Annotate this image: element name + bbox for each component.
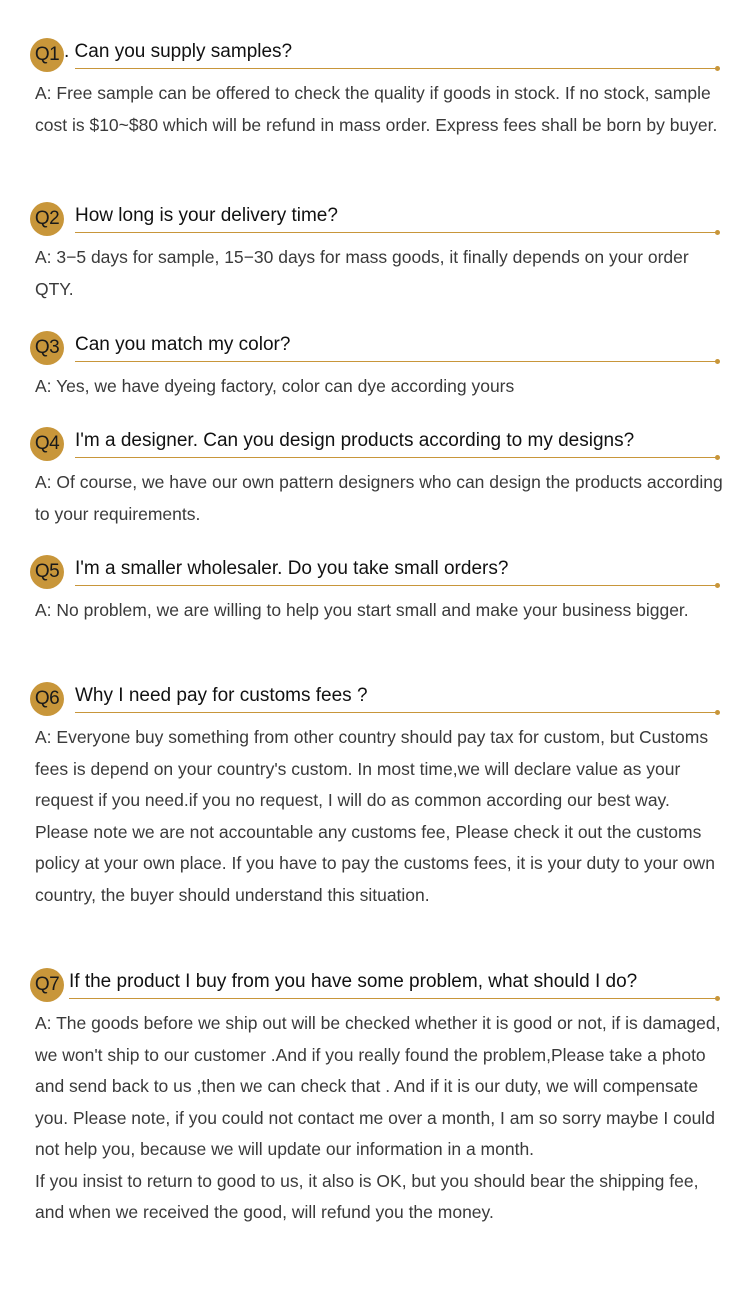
underline-dot	[715, 583, 720, 588]
question-underline	[75, 585, 718, 586]
answer	[35, 722, 725, 911]
answer-paragraph: If you insist to return to good to us, it also is OK, but you should bear the shipping fee, and when we received the good, will refund you the money.	[35, 1170, 699, 1222]
answer-paragraph: A: No problem, we are willing to help you start small and make your business bigger.	[35, 600, 689, 620]
question-underline	[75, 361, 718, 362]
question-text: How long is your delivery time?	[75, 205, 338, 226]
question-badge: Q3	[30, 331, 64, 365]
answer	[35, 371, 725, 403]
question-row	[0, 38, 750, 74]
underline-dot	[715, 455, 720, 460]
question-underline	[75, 457, 718, 458]
answer	[35, 467, 725, 530]
underline-dot	[715, 230, 720, 235]
question-badge: Q5	[30, 555, 64, 589]
underline-dot	[715, 359, 720, 364]
question-badge: Q6	[30, 682, 64, 716]
question-badge: Q4	[30, 427, 64, 461]
answer-paragraph: A: Free sample can be offered to check the quality if goods in stock. If no stock, sample cost is $10~$80 which will be refund in mass order. Express fees shall be born by buyer.	[35, 83, 718, 135]
question-text: Why I need pay for customs fees ?	[75, 685, 368, 706]
question-badge: Q1	[30, 38, 64, 72]
faq-item-q1	[0, 38, 750, 141]
answer-paragraph: A: The goods before we ship out will be checked whether it is good or not, if is damaged, we won't ship to our customer .And if you really found the problem,Please take a photo and send back to us ,then we can check that . And if it is our duty, we will compensate you. Please note, if you could not contact me over a month, I am so sorry maybe I could not help you, because we will update our information in a month.	[35, 1013, 721, 1159]
underline-dot	[715, 996, 720, 1001]
question-text: . Can you supply samples?	[64, 41, 293, 62]
question-row	[0, 202, 750, 238]
faq-item-q2	[0, 202, 750, 305]
faq-item-q6	[0, 682, 750, 911]
question-row	[0, 555, 750, 591]
question-badge: Q7	[30, 968, 64, 1002]
answer-paragraph: Please note we are not accountable any customs fee, Please check it out the customs policy at your own place. If you have to pay the customs fees, it is your duty to your own country, the buyer should understand this situation.	[35, 821, 715, 905]
answer	[35, 595, 725, 627]
answer-paragraph: A: Yes, we have dyeing factory, color can dye according yours	[35, 376, 515, 396]
question-text: If the product I buy from you have some problem, what should I do?	[69, 971, 638, 992]
question-row	[0, 682, 750, 718]
answer-paragraph: A: Everyone buy something from other country should pay tax for custom, but Customs fees is depend on your country's custom. In most time,we will declare value as your request if you need.if you no request, I will do as common according our best way.	[35, 727, 709, 810]
answer-paragraph: A: 3−5 days for sample, 15−30 days for mass goods, it finally depends on your order QTY.	[35, 247, 689, 299]
answer	[35, 78, 725, 141]
question-underline	[75, 232, 718, 233]
question-underline	[69, 998, 718, 999]
question-row	[0, 331, 750, 367]
underline-dot	[715, 710, 720, 715]
question-row	[0, 968, 750, 1004]
faq-item-q7	[0, 968, 750, 1229]
question-text: I'm a designer. Can you design products according to my designs?	[75, 430, 635, 451]
question-underline	[75, 68, 718, 69]
question-badge: Q2	[30, 202, 64, 236]
faq-item-q5	[0, 555, 750, 627]
question-underline	[75, 712, 718, 713]
answer	[35, 242, 725, 305]
answer-paragraph: A: Of course, we have our own pattern designers who can design the products according to your requirements.	[35, 472, 723, 524]
question-text: I'm a smaller wholesaler. Do you take small orders?	[75, 558, 509, 579]
answer	[35, 1008, 725, 1229]
faq-item-q3	[0, 331, 750, 403]
question-row	[0, 427, 750, 463]
faq-item-q4	[0, 427, 750, 530]
underline-dot	[715, 66, 720, 71]
question-text: Can you match my color?	[75, 334, 291, 355]
